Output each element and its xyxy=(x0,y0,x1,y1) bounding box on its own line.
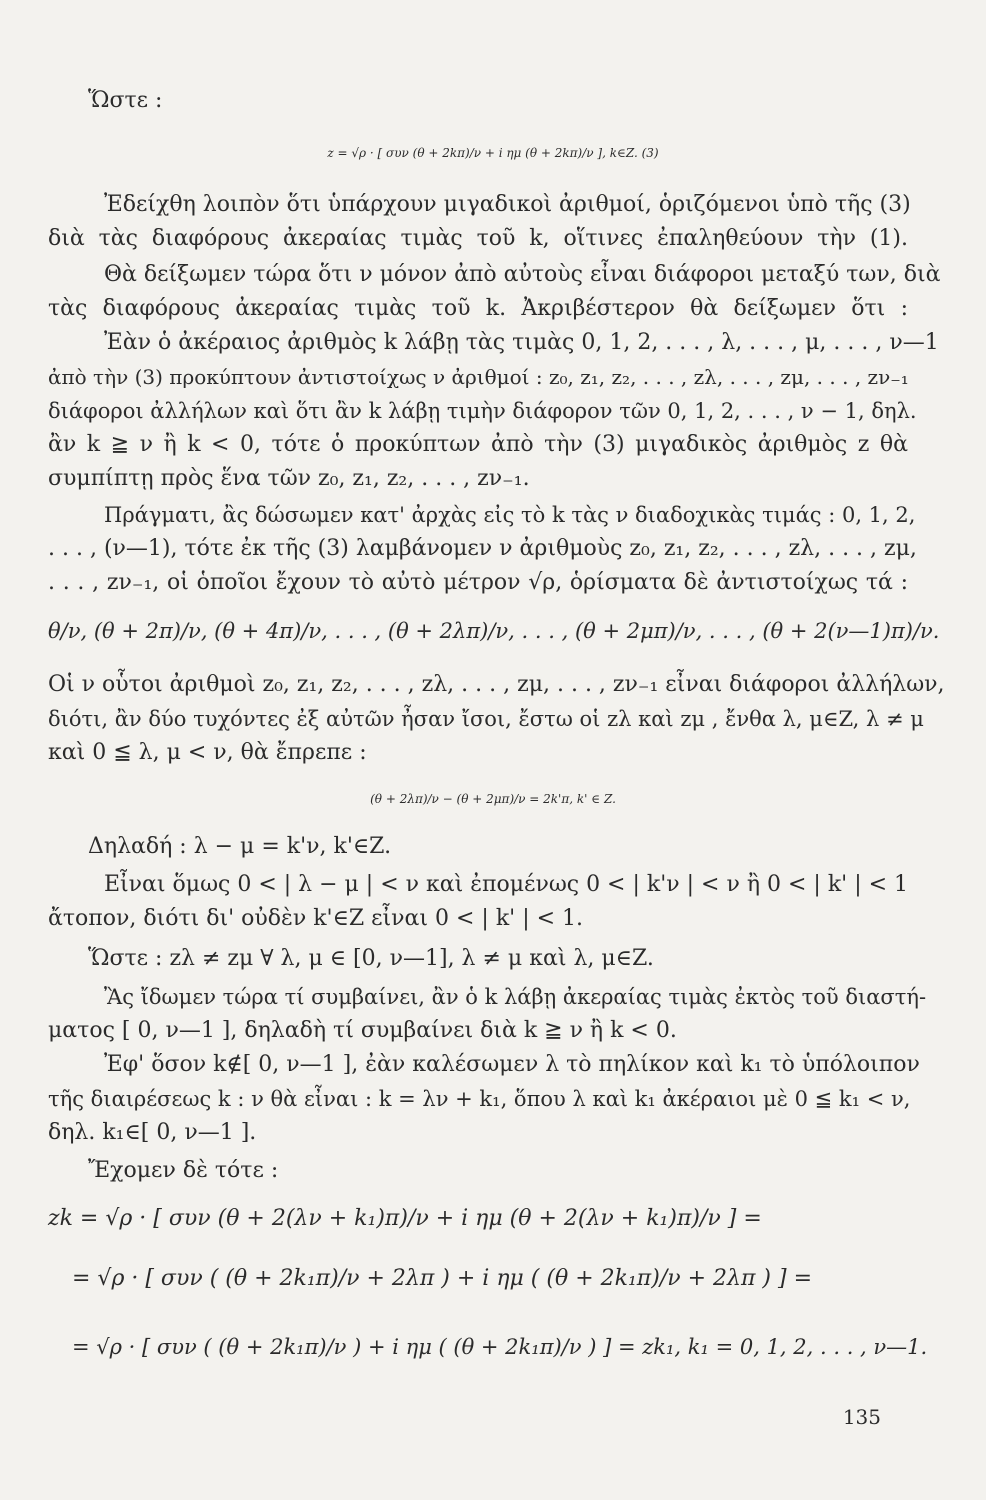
equation-zk-3: = √ρ · [ συν ( (θ + 2k₁π)/ν ) + i ημ ( (θ + 2k₁π)/ν ) ] = zk₁, k₁ = 0, 1, 2, . . . , ν—1. xyxy=(72,1335,928,1359)
text-line-20: Δηλαδή : λ − μ = k'ν, k'∈Z. xyxy=(88,834,392,859)
text-line-22: ἄτοπον, διότι δι' οὐδὲν k'∈Z εἶναι 0 < | k' | < 1. xyxy=(48,906,584,931)
page-number: 135 xyxy=(842,1405,881,1429)
text-line-18: καὶ 0 ≦ λ, μ < ν, θὰ ἔπρεπε : xyxy=(48,740,367,765)
text-line-7: Ἐὰν ὁ ἀκέραιος ἀριθμὸς k λάβῃ τὰς τιμὰς 0, 1, 2, . . . , λ, . . . , μ, . . . , ν—1 xyxy=(104,330,939,355)
text-line-27: τῆς διαιρέσεως k : ν θὰ εἶναι : k = λν + k₁, ὅπου λ καὶ k₁ ἀκέραιοι μὲ 0 ≦ k₁ < ν, xyxy=(48,1087,911,1111)
text-line-6: τὰς διαφόρους ἀκεραίας τιμὰς τοῦ k. Ἀκριβέστερον θὰ δείξωμεν ὅτι : xyxy=(48,296,908,321)
text-line-17: διότι, ἂν δύο τυχόντες ἐξ αὐτῶν ἦσαν ἴσοι, ἔστω οἱ zλ καὶ zμ , ἔνθα λ, μ∈Z, λ ≠ μ xyxy=(48,707,924,731)
text-line-23: Ὥστε : zλ ≠ zμ ∀ λ, μ ∈ [0, ν—1], λ ≠ μ καὶ λ, μ∈Z. xyxy=(88,946,654,971)
text-line-16: Οἱ ν οὗτοι ἀριθμοὶ z₀, z₁, z₂, . . . , zλ, . . . , zμ, . . . , zν₋₁ εἶναι διάφοροι ἀλλήλων, xyxy=(48,672,945,697)
text-line-21: Εἶναι ὅμως 0 < | λ − μ | < ν καὶ ἐπομένως 0 < | k'ν | < ν ἢ 0 < | k' | < 1 xyxy=(104,872,909,897)
text-line-11: συμπίπτῃ πρὸς ἕνα τῶν z₀, z₁, z₂, . . . , zν₋₁. xyxy=(48,466,530,491)
text-line-28: δηλ. k₁∈[ 0, ν—1 ]. xyxy=(48,1120,257,1145)
text-line-10: ἂν k ≧ ν ἢ k < 0, τότε ὁ προκύπτων ἀπὸ τὴν (3) μιγαδικὸς ἀριθμὸς z θὰ xyxy=(48,432,908,457)
text-line-24: Ἂς ἴδωμεν τώρα τί συμβαίνει, ἂν ὁ k λάβῃ ἀκεραίας τιμὰς ἐκτὸς τοῦ διαστή- xyxy=(104,985,927,1009)
text-line-13: . . . , (ν—1), τότε ἐκ τῆς (3) λαμβάνομεν ν ἀριθμοὺς z₀, z₁, z₂, . . . , zλ, . . . , zμ, xyxy=(48,536,917,561)
equation-difference: (θ + 2λπ)/ν − (θ + 2μπ)/ν = 2k'π, k' ∈ Z. xyxy=(370,792,616,806)
text-line-14: . . . , zν₋₁, οἱ ὁποῖοι ἔχουν τὸ αὐτὸ μέτρον √ρ, ὁρίσματα δὲ ἀντιστοίχως τά : xyxy=(48,570,908,595)
equation-zk-1: zk = √ρ · [ συν (θ + 2(λν + k₁)π)/ν + i ημ (θ + 2(λν + k₁)π)/ν ] = xyxy=(48,1206,762,1231)
text-line-9: διάφοροι ἀλλήλων καὶ ὅτι ἂν k λάβῃ τιμὴν διάφορον τῶν 0, 1, 2, . . . , ν − 1, δηλ. xyxy=(48,399,917,423)
text-line-26: Ἐφ' ὅσον k∉[ 0, ν—1 ], ἐὰν καλέσωμεν λ τὸ πηλίκον καὶ k₁ τὸ ὑπόλοιπον xyxy=(104,1052,920,1077)
text-line-3: Ἐδείχθη λοιπὸν ὅτι ὑπάρχουν μιγαδικοὶ ἀριθμοί, ὁριζόμενοι ὑπὸ τῆς (3) xyxy=(104,192,911,217)
text-line-29: Ἔχομεν δὲ τότε : xyxy=(88,1158,279,1183)
text-line-8: ἀπὸ τὴν (3) προκύπτουν ἀντιστοίχως ν ἀριθμοί : z₀, z₁, z₂, . . . , zλ, . . . , zμ, . . . , zν₋₁ xyxy=(48,365,909,389)
text-line-1: Ὥστε : xyxy=(88,88,163,113)
equation-3: z = √ρ · [ συν (θ + 2kπ)/ν + i ημ (θ + 2kπ)/ν ], k∈Z. (3) xyxy=(327,146,659,160)
arguments-list: θ/ν, (θ + 2π)/ν, (θ + 4π)/ν, . . . , (θ + 2λπ)/ν, . . . , (θ + 2μπ)/ν, . . . , (θ + 2(ν—1)π)/ν. xyxy=(48,619,940,643)
text-line-25: ματος [ 0, ν—1 ], δηλαδὴ τί συμβαίνει διὰ k ≧ ν ἢ k < 0. xyxy=(48,1018,677,1043)
text-line-5: Θὰ δείξωμεν τώρα ὅτι ν μόνον ἀπὸ αὐτοὺς εἶναι διάφοροι μεταξύ των, διὰ xyxy=(104,262,941,287)
equation-zk-2: = √ρ · [ συν ( (θ + 2k₁π)/ν + 2λπ ) + i ημ ( (θ + 2k₁π)/ν + 2λπ ) ] = xyxy=(72,1266,813,1291)
text-line-4: διὰ τὰς διαφόρους ἀκεραίας τιμὰς τοῦ k, οἵτινες ἐπαληθεύουν τὴν (1). xyxy=(48,226,908,251)
text-line-12: Πράγματι, ἂς δώσωμεν κατ' ἀρχὰς εἰς τὸ k τὰς ν διαδοχικὰς τιμάς : 0, 1, 2, xyxy=(104,503,916,527)
